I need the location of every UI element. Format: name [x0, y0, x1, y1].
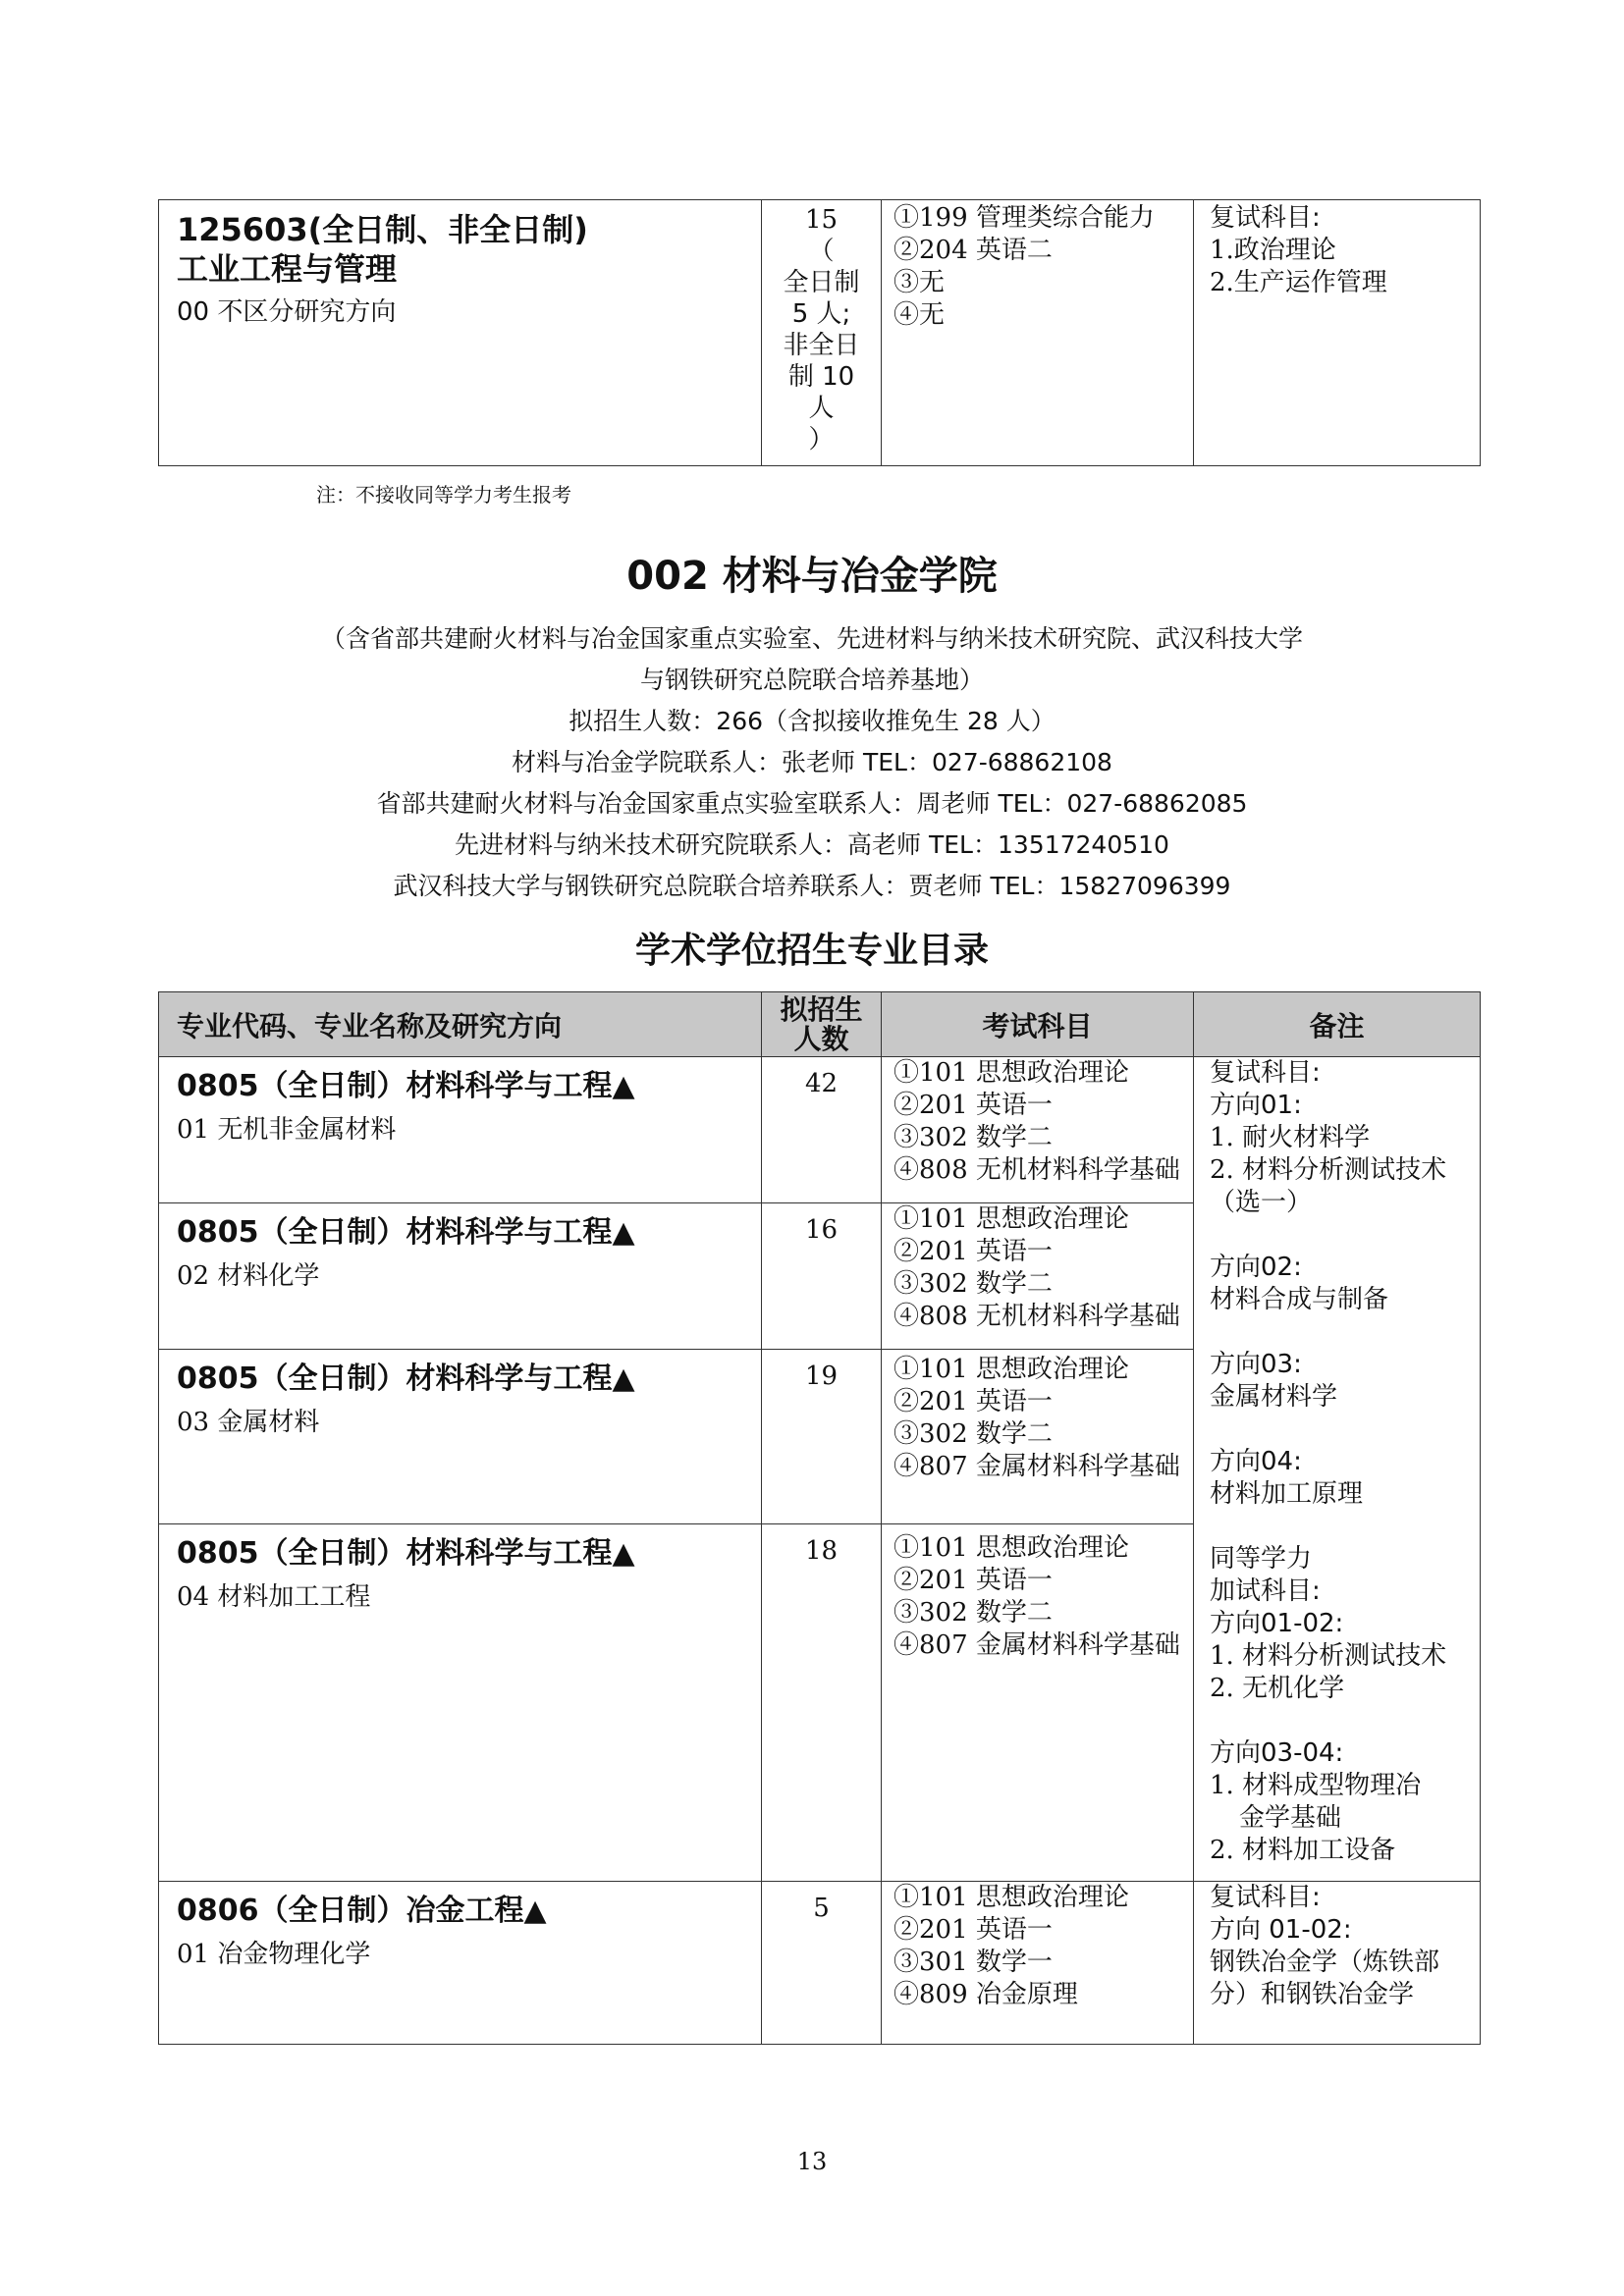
note-line: 2. 材料分析测试技术 — [1210, 1155, 1447, 1185]
exam-cell — [882, 1524, 1194, 1882]
quota-value: 18 — [804, 1536, 839, 1566]
contact-3: 先进材料与纳米技术研究院联系人：高老师 TEL：13517240510 — [455, 830, 1169, 859]
contact-4: 武汉科技大学与钢铁研究总院联合培养联系人：贾老师 TEL：15827096399 — [393, 872, 1231, 900]
quota-value: 16 — [804, 1215, 839, 1245]
note-line: 1. 材料分析测试技术 — [1210, 1641, 1447, 1671]
note-line: 材料加工原理 — [1210, 1479, 1364, 1509]
note-line: 1. 耐火材料学 — [1210, 1123, 1371, 1152]
quota-cell — [762, 1524, 882, 1882]
note-line: 复试科目: — [1210, 1883, 1321, 1912]
major-code: 125603(全日制、非全日制) — [177, 211, 588, 248]
exam-subject: ③302 数学二 — [893, 1269, 1053, 1299]
header-quota-line2: 人数 — [793, 1022, 849, 1055]
top-table — [158, 199, 1481, 466]
quota-value: 42 — [804, 1069, 839, 1098]
note-line: 方向01-02: — [1210, 1609, 1344, 1638]
exam-subject: ③302 数学二 — [893, 1598, 1053, 1628]
note-line: 复试科目: — [1210, 203, 1321, 233]
header-quota-line1: 拟招生 — [780, 992, 863, 1026]
table-row — [159, 1057, 1481, 1203]
exam-subject: ③302 数学二 — [893, 1123, 1053, 1152]
exam-subject: ④808 无机材料科学基础 — [893, 1302, 1180, 1331]
note-line: 同等学力 — [1210, 1544, 1313, 1574]
note-line: 复试科目: — [1210, 1058, 1321, 1088]
exam-subject: ①101 思想政治理论 — [893, 1204, 1129, 1234]
major-cell — [159, 1057, 762, 1203]
note-line: 2.生产运作管理 — [1210, 268, 1387, 297]
quota-line: （ — [808, 237, 835, 266]
quota-line: 制 10 — [787, 362, 855, 392]
exam-subject: ④807 金属材料科学基础 — [893, 1630, 1180, 1660]
exam-subject: ④807 金属材料科学基础 — [893, 1452, 1180, 1481]
exam-cell — [882, 1057, 1194, 1203]
major-cell — [159, 1203, 762, 1350]
major-name: 0805（全日制）材料科学与工程▲ — [177, 1215, 635, 1250]
college-info — [0, 618, 1624, 907]
catalog-title: 学术学位招生专业目录 — [634, 931, 989, 971]
catalog-table — [158, 991, 1481, 2045]
exam-subject: ②201 英语一 — [893, 1237, 1053, 1266]
quota-cell — [762, 1057, 882, 1203]
quota-value: 5 — [813, 1894, 830, 1923]
footnote: 注：不接收同等学力考生报考 — [316, 483, 571, 507]
quota-line: ） — [808, 425, 835, 454]
quota-cell — [762, 1350, 882, 1524]
research-direction: 03 金属材料 — [177, 1408, 320, 1437]
note-line: 钢铁冶金学（炼铁部 — [1210, 1948, 1440, 1977]
top-note-cell — [1194, 200, 1481, 466]
quota-cell — [762, 1203, 882, 1350]
note-line: 分）和钢铁冶金学 — [1210, 1980, 1415, 2009]
note-line: 方向02: — [1210, 1253, 1302, 1282]
college-subtitle-1: （含省部共建耐火材料与冶金国家重点实验室、先进材料与纳米技术研究院、武汉科技大学 — [320, 624, 1303, 653]
note-line: （选一） — [1210, 1188, 1313, 1217]
note-line: 方向04: — [1210, 1447, 1302, 1476]
major-name: 工业工程与管理 — [177, 250, 398, 288]
enrollment-quota: 拟招生人数：266（含拟接收推免生 28 人） — [568, 707, 1056, 735]
college-title: 002 材料与冶金学院 — [626, 554, 998, 599]
research-direction: 04 材料加工工程 — [177, 1582, 371, 1612]
exam-subject: ①101 思想政治理论 — [893, 1533, 1129, 1563]
major-cell — [159, 1882, 762, 2045]
exam-subject: ①101 思想政治理论 — [893, 1058, 1129, 1088]
quota-value: 19 — [804, 1362, 839, 1391]
note-line: 方向 01-02: — [1210, 1915, 1352, 1945]
research-direction: 01 无机非金属材料 — [177, 1115, 397, 1145]
note-line: 1.政治理论 — [1210, 236, 1336, 265]
major-cell — [159, 1350, 762, 1524]
table-header-row — [159, 992, 1481, 1057]
table-row — [159, 1882, 1481, 2045]
note-line: 2. 材料加工设备 — [1210, 1836, 1396, 1865]
header-quota — [762, 992, 882, 1057]
exam-subject: ②201 英语一 — [893, 1566, 1053, 1595]
exam-subject: ②201 英语一 — [893, 1091, 1053, 1120]
research-direction: 01 冶金物理化学 — [177, 1940, 371, 1969]
note-cell-0806 — [1194, 1882, 1481, 2045]
exam-subject: ②201 英语一 — [893, 1915, 1053, 1945]
note-line: 金学基础 — [1239, 1803, 1342, 1833]
note-line: 方向03: — [1210, 1350, 1302, 1379]
exam-subject: ②201 英语一 — [893, 1387, 1053, 1416]
quota-cell — [762, 1882, 882, 2045]
top-major-cell — [159, 200, 762, 466]
major-name: 0806（全日制）冶金工程▲ — [177, 1894, 547, 1928]
note-line: 加试科目: — [1210, 1576, 1321, 1606]
college-subtitle-2: 与钢铁研究总院联合培养基地） — [639, 666, 984, 694]
major-name: 0805（全日制）材料科学与工程▲ — [177, 1069, 635, 1103]
note-line: 金属材料学 — [1210, 1382, 1338, 1412]
quota-line: 非全日 — [783, 331, 860, 360]
major-cell — [159, 1524, 762, 1882]
exam-subject: ④808 无机材料科学基础 — [893, 1155, 1180, 1185]
research-direction: 02 材料化学 — [177, 1261, 320, 1291]
exam-subject: ③302 数学二 — [893, 1419, 1053, 1449]
research-direction: 00 不区分研究方向 — [177, 297, 397, 327]
top-quota-cell — [762, 200, 882, 466]
exam-cell — [882, 1882, 1194, 2045]
note-cell-0805 — [1194, 1057, 1481, 1882]
exam-subject: ③301 数学一 — [893, 1948, 1053, 1977]
major-name: 0805（全日制）材料科学与工程▲ — [177, 1536, 635, 1571]
quota-line: 人 — [808, 394, 835, 423]
exam-subject: ①101 思想政治理论 — [893, 1883, 1129, 1912]
exam-subject: ②204 英语二 — [893, 236, 1053, 265]
exam-subject: ④809 冶金原理 — [893, 1980, 1078, 2009]
contact-2: 省部共建耐火材料与冶金国家重点实验室联系人：周老师 TEL：027-68862085 — [376, 789, 1248, 818]
header-major: 专业代码、专业名称及研究方向 — [159, 992, 762, 1057]
quota-line: 5 人; — [791, 299, 851, 329]
exam-subject: ③无 — [893, 268, 946, 297]
page-number: 13 — [796, 2148, 828, 2175]
exam-subject: ④无 — [893, 300, 946, 330]
contact-1: 材料与冶金学院联系人：张老师 TEL：027-68862108 — [512, 748, 1112, 776]
note-line: 方向03-04: — [1210, 1738, 1344, 1768]
note-line: 方向01: — [1210, 1091, 1302, 1120]
exam-cell — [882, 1350, 1194, 1524]
major-name: 0805（全日制）材料科学与工程▲ — [177, 1362, 635, 1396]
header-note: 备注 — [1194, 992, 1481, 1057]
quota-line: 全日制 — [783, 268, 860, 297]
note-line: 2. 无机化学 — [1210, 1674, 1345, 1703]
note-line: 1. 材料成型物理冶 — [1210, 1771, 1422, 1800]
exam-cell — [882, 1203, 1194, 1350]
header-exam: 考试科目 — [882, 992, 1194, 1057]
top-exam-cell — [882, 200, 1194, 466]
note-line: 材料合成与制备 — [1210, 1285, 1389, 1314]
exam-subject: ①101 思想政治理论 — [893, 1355, 1129, 1384]
exam-subject: ①199 管理类综合能力 — [893, 203, 1155, 233]
quota-line: 15 — [804, 205, 839, 235]
